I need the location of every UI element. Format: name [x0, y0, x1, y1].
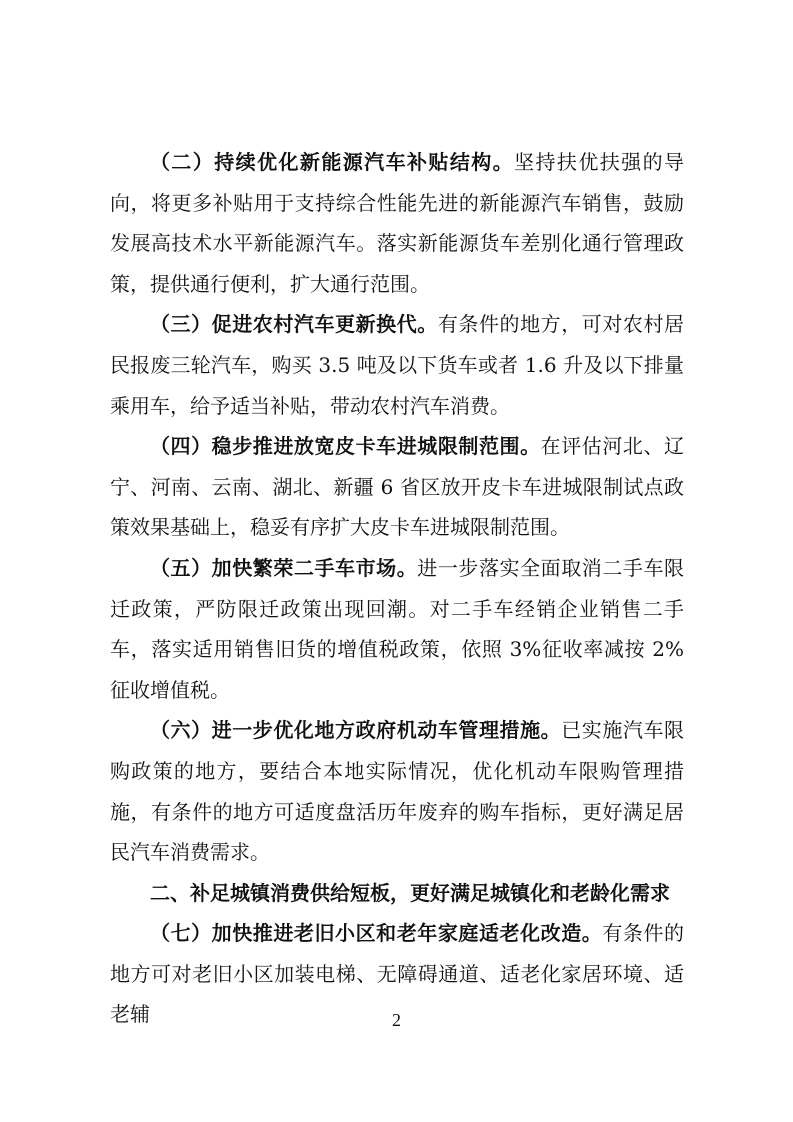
paragraph-body: 坚持扶优扶强的导向，将更多补贴用于支持综合性能先进的新能源汽车销售，鼓励发展高技术水平新能源汽车。落实新能源货车差别化通行管理政策，提供通行便利，扩大通行范围。: [110, 150, 685, 296]
paragraph-body: 有条件的地方可对老旧小区加装电梯、无障碍通道、适老化家居环境、适老辅: [110, 921, 685, 1027]
paragraph-lead: （五）加快繁荣二手车市场。: [150, 555, 418, 580]
paragraph-rural-vehicle-upgrade: [110, 304, 684, 426]
page-number: 2: [392, 1010, 401, 1030]
paragraph-lead: （六）进一步优化地方政府机动车管理措施。: [150, 718, 562, 743]
paragraph-body: 进一步落实全面取消二手车限迁政策，严防限迁政策出现回潮。对二手车经销企业销售二手车，落实适用销售旧货的增值税政策，依照 3%征收率减按 2%征收增值税。: [110, 555, 685, 702]
paragraph-pickup-truck-policy: [110, 426, 684, 548]
paragraph-body: 有条件的地方，可对农村居民报废三轮汽车，购买 3.5 吨及以下货车或者 1.6 升及以下排量乘用车，给予适当补贴，带动农村汽车消费。: [110, 312, 685, 418]
paragraph-lead: （七）加快推进老旧小区和老年家庭适老化改造。: [150, 921, 603, 946]
paragraph-body: 已实施汽车限购政策的地方，要结合本地实际情况，优化机动车限购管理措施，有条件的地方可适度盘活历年废弃的购车指标，更好满足居民汽车消费需求。: [110, 718, 685, 865]
document-body: [110, 142, 684, 1035]
paragraph-vehicle-management: [110, 710, 684, 872]
paragraph-subsidy-structure: [110, 142, 684, 304]
paragraph-lead: （三）促进农村汽车更新换代。: [150, 312, 438, 337]
paragraph-body: 在评估河北、辽宁、河南、云南、湖北、新疆 6 省区放开皮卡车进城限制试点政策效果基础上，稳妥有序扩大皮卡车进城限制范围。: [110, 434, 685, 540]
paragraph-used-car-market: [110, 548, 684, 710]
paragraph-lead: （四）稳步推进放宽皮卡车进城限制范围。: [150, 434, 541, 459]
section-heading: 二、补足城镇消费供给短板，更好满足城镇化和老龄化需求: [150, 880, 670, 905]
paragraph-lead: （二）持续优化新能源汽车补贴结构。: [150, 150, 515, 174]
